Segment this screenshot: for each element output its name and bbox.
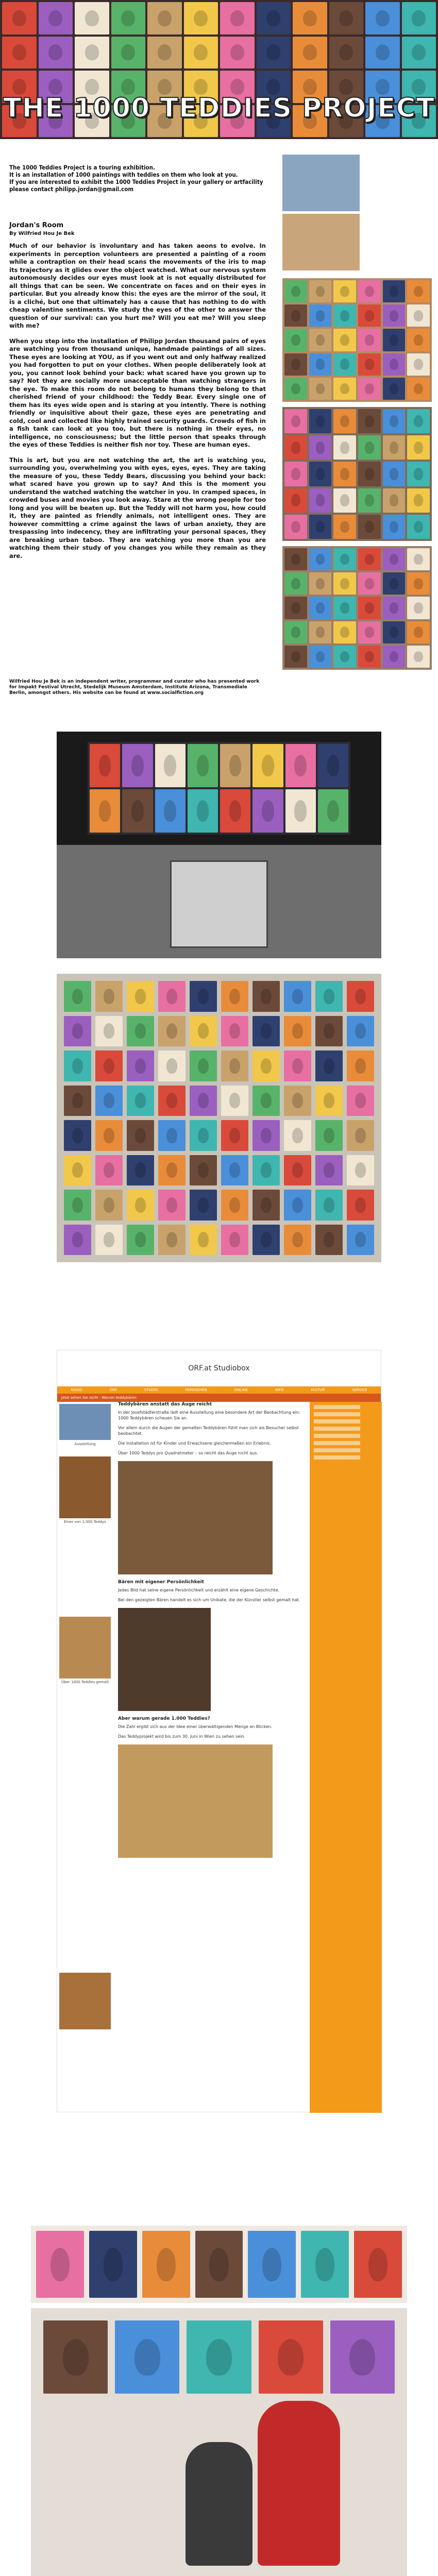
teddy-painting xyxy=(333,329,356,351)
teddy-painting xyxy=(333,515,356,539)
article-paragraph: This is art, but you are not watching the art, the art is watching you, surrounding you, overwhelming you with eyes, eyes, eyes. They are taking the measure of you, these Teddy Bears, discussing you behind your back: what scared have you grown up to say? And this is the moment you understand the watched watching the watcher in you. In cramped spaces, in crowded buses and movies you look away. Stare at the wrong people for too long and you will be beaten up. But the Teddy will not harm you, how could it, they are painted as friendly animals, not intelligent ones. They are however committing a crime against the laws of urban anxiety, they are trespassing into indecency, they are infiltrating your personal spaces, they are breaking urban taboo. They are watching you more than you are watching them their study of you changes you while they remain as they are. xyxy=(9,456,266,560)
orf-paragraph: Vor allem durch die Augen der gemalten Teddybären fühlt man sich als Besucher selbst beobachtet. xyxy=(118,1426,299,1436)
teddy-painting xyxy=(333,353,356,376)
teddy-painting xyxy=(407,515,430,539)
orf-nav-item[interactable]: ONLINE xyxy=(234,1388,248,1392)
teddy-painting xyxy=(64,981,91,1012)
teddy-painting xyxy=(95,981,123,1012)
teddy-painting xyxy=(333,646,356,668)
teddy-painting xyxy=(347,1225,374,1256)
orf-section-title: Bären mit eigener Persönlichkeit xyxy=(118,1580,204,1585)
teddy-painting xyxy=(284,1155,311,1186)
orf-nav-item[interactable]: KULTUR xyxy=(311,1388,325,1392)
teddy-painting xyxy=(220,789,250,833)
teddy-painting xyxy=(330,2320,395,2394)
teddy-painting xyxy=(252,1016,280,1047)
teddy-painting xyxy=(142,2231,190,2298)
gallery-photo-2 xyxy=(282,407,432,541)
teddy-painting xyxy=(147,2,182,35)
teddy-painting xyxy=(122,744,153,787)
teddy-painting xyxy=(221,1086,248,1116)
orf-article-screenshot xyxy=(57,1350,381,2112)
teddy-painting xyxy=(2,37,37,69)
teddy-painting xyxy=(383,488,406,513)
teddy-painting xyxy=(347,1086,374,1116)
teddy-painting xyxy=(284,462,307,486)
teddy-painting xyxy=(284,488,307,513)
teddy-painting xyxy=(402,37,436,69)
teddy-painting xyxy=(333,435,356,460)
teddy-painting xyxy=(358,435,381,460)
teddy-painting xyxy=(284,1050,311,1081)
teddy-painting xyxy=(127,1155,154,1186)
teddy-painting xyxy=(347,1050,374,1081)
orf-artist-photo xyxy=(118,1608,211,1711)
teddy-painting xyxy=(64,1190,91,1221)
teddy-painting xyxy=(407,488,430,513)
teddy-painting xyxy=(158,1050,186,1081)
teddy-painting xyxy=(407,304,430,327)
teddy-painting xyxy=(64,1050,91,1081)
teddy-painting xyxy=(383,548,406,570)
teddy-painting xyxy=(333,378,356,400)
teddy-painting xyxy=(190,1120,217,1151)
teddy-painting xyxy=(383,304,406,327)
teddy-painting xyxy=(354,2231,402,2298)
teddy-painting xyxy=(315,1120,343,1151)
teddy-painting xyxy=(36,2231,84,2298)
teddy-painting xyxy=(309,409,332,433)
teddy-painting xyxy=(407,378,430,400)
teddy-painting xyxy=(358,409,381,433)
article-body xyxy=(9,242,266,567)
teddy-painting xyxy=(111,2,146,35)
orf-caption: Ausstellung xyxy=(74,1442,96,1446)
teddy-painting xyxy=(252,981,280,1012)
teddy-painting xyxy=(383,621,406,643)
teddy-painting xyxy=(252,1225,280,1256)
teddy-painting xyxy=(122,789,153,833)
teddy-painting xyxy=(127,1190,154,1221)
teddy-painting xyxy=(95,1050,123,1081)
teddy-painting xyxy=(309,304,332,327)
teddy-painting xyxy=(155,789,186,833)
teddy-painting xyxy=(358,572,381,595)
teddy-painting xyxy=(111,37,146,69)
teddy-painting xyxy=(190,1190,217,1221)
teddy-painting xyxy=(329,37,364,69)
teddy-painting xyxy=(333,304,356,327)
orf-thumb xyxy=(59,1404,111,1440)
teddy-painting xyxy=(301,2231,349,2298)
teddy-painting xyxy=(127,1120,154,1151)
teddy-painting xyxy=(309,646,332,668)
exhibition-entrance-photo xyxy=(57,732,381,958)
teddy-painting xyxy=(358,353,381,376)
teddy-painting xyxy=(188,789,218,833)
teddy-painting xyxy=(95,1190,123,1221)
teddy-painting xyxy=(358,515,381,539)
orf-article-title: Teddybären anstatt das Auge reicht xyxy=(118,1402,212,1407)
teddy-painting xyxy=(309,621,332,643)
teddy-painting xyxy=(221,1225,248,1256)
teddy-painting xyxy=(315,1016,343,1047)
teddy-painting xyxy=(309,515,332,539)
teddy-painting xyxy=(407,572,430,595)
artist-photo xyxy=(31,2308,407,2576)
teddy-painting xyxy=(90,789,120,833)
teddy-painting xyxy=(407,646,430,668)
teddy-painting xyxy=(365,2,400,35)
teddy-painting xyxy=(383,280,406,302)
teddy-painting xyxy=(309,353,332,376)
teddy-painting xyxy=(315,1155,343,1186)
teddy-painting xyxy=(284,435,307,460)
teddy-painting xyxy=(64,1120,91,1151)
teddy-painting xyxy=(147,37,182,69)
intro-line: please contact philipp.jordan@gmail.com xyxy=(9,185,134,193)
teddy-painting xyxy=(252,1086,280,1116)
teddy-painting xyxy=(284,572,307,595)
teddy-painting xyxy=(64,1225,91,1256)
teddy-painting xyxy=(383,572,406,595)
teddy-painting xyxy=(95,1225,123,1256)
teddy-painting xyxy=(383,462,406,486)
teddy-painting xyxy=(284,1190,311,1221)
teddy-painting xyxy=(333,488,356,513)
teddy-painting xyxy=(407,329,430,351)
teddy-painting xyxy=(195,2231,243,2298)
teddy-painting xyxy=(285,789,316,833)
article-byline: By Wilfried Hou Je Bek xyxy=(9,231,75,236)
teddy-painting xyxy=(284,378,307,400)
teddy-painting xyxy=(284,329,307,351)
teddy-painting xyxy=(257,37,291,69)
teddy-painting xyxy=(358,280,381,302)
teddy-painting xyxy=(184,2,218,35)
teddy-painting xyxy=(252,1155,280,1186)
orf-caption: Über 1000 Teddies gemalt xyxy=(61,1680,109,1684)
teddy-painting xyxy=(309,572,332,595)
teddy-painting xyxy=(347,1120,374,1151)
teddy-painting xyxy=(184,37,218,69)
teddy-painting xyxy=(315,1086,343,1116)
teddy-painting xyxy=(284,1016,311,1047)
teddy-painting xyxy=(158,1086,186,1116)
teddy-painting xyxy=(284,548,307,570)
teddy-painting xyxy=(284,621,307,643)
teddy-painting xyxy=(158,1120,186,1151)
article-paragraph: When you step into the installation of Philipp Jordan thousand pairs of eyes are watching you from thousand unique, handmade paintings of all sizes. These eyes are looking at YOU, as if you went out and only halfway realized you had forgotten to put on your clothes. When people deliberately look at you, you cannot look behind your back: what scared have you grown up to say? Not they are socially more unacceptable than watching strangers in the eye. To make this room do not belong to humans they belong to that cherished friend of your childhood: the Teddy Bear. Every single one of them has its eyes wide open and is staring at you intently. There is nothing friendly or inquisitive about their gaze, these eyes are penetrating and cold, cool and collected like highly trained security guards. Crowds of fish in a fish tank can look at you too, but there is nothing in their eyes, no intelligence, no consciousness; but the little person that speaks through the eyes of these Teddies is neither fish nor toy. These are human eyes. xyxy=(9,337,266,448)
orf-thumb xyxy=(59,1973,111,2029)
gallery-wall-photo xyxy=(57,974,381,1262)
teddy-painting xyxy=(39,37,73,69)
teddy-painting xyxy=(95,1016,123,1047)
teddy-painting xyxy=(358,488,381,513)
teddy-painting xyxy=(383,515,406,539)
article-paragraph: Much of our behavior is involuntary and has taken aeons to evolve. In experiments in perception volunteers are presented a painting of a room while a contraption on their head scans the movements of the iris to map its trajectory as it glides over the object watched. What our nervous system autonomously decides our eyes must look at is not equally distributed for all things that can be seen. We concentrate on faces and on their eyes in particular. But you already know this: the eyes are the mirror of the soul, it is a cliché, but one that ultimately has a cause that has nothing to do with cheap valentine sentiments. We study the eyes of the other to answer the question of our survival: can you hurt me? Will you eat me? Will you sleep with me? xyxy=(9,242,266,329)
teddy-painting xyxy=(407,435,430,460)
teddy-painting xyxy=(383,435,406,460)
teddy-painting xyxy=(220,2,255,35)
teddy-painting xyxy=(221,981,248,1012)
teddy-painting xyxy=(407,597,430,619)
teddy-painting xyxy=(309,488,332,513)
teddy-painting xyxy=(221,1190,248,1221)
orf-nav-item[interactable]: SERVICE xyxy=(352,1388,367,1392)
teddy-painting xyxy=(158,1225,186,1256)
orf-caption: Einer von 1.000 Teddys xyxy=(64,1520,106,1524)
teddy-painting xyxy=(284,304,307,327)
teddy-painting xyxy=(407,353,430,376)
orf-nav-item[interactable]: RADIO xyxy=(71,1388,82,1392)
teddy-painting xyxy=(252,744,283,787)
teddy-painting xyxy=(383,329,406,351)
teddy-photo-2 xyxy=(282,214,360,270)
orf-nav xyxy=(57,1386,381,1394)
teddy-painting xyxy=(358,621,381,643)
teddy-painting xyxy=(284,1225,311,1256)
teddy-painting xyxy=(358,548,381,570)
teddy-painting xyxy=(187,2320,251,2394)
teddy-painting xyxy=(358,329,381,351)
teddy-painting xyxy=(284,1086,311,1116)
teddy-painting xyxy=(127,981,154,1012)
article-title: Jordan's Room xyxy=(9,222,64,229)
teddy-painting xyxy=(318,789,348,833)
teddy-painting xyxy=(407,409,430,433)
teddy-painting xyxy=(285,744,316,787)
teddy-painting xyxy=(221,1016,248,1047)
teddy-painting xyxy=(383,378,406,400)
teddy-painting xyxy=(190,1086,217,1116)
teddy-painting xyxy=(75,37,109,69)
teddy-painting xyxy=(252,1190,280,1221)
teddy-painting xyxy=(284,409,307,433)
orf-left-column xyxy=(57,1402,113,2029)
orf-thumb xyxy=(59,1456,111,1518)
orf-paragraph: Die Zahl ergibt sich aus der Idee einer überwältigenden Menge an Blicken. xyxy=(118,1724,273,1729)
teddy-painting xyxy=(329,2,364,35)
page-title: THE 1000 TEDDIES PROJECT xyxy=(3,93,435,124)
orf-paragraph: Über 1000 Teddys pro Quadratmeter – so reicht das Auge nicht aus. xyxy=(118,1451,259,1455)
teddy-painting xyxy=(333,462,356,486)
teddy-painting xyxy=(358,378,381,400)
teddy-painting xyxy=(89,2231,137,2298)
orf-paragraph: Das Teddyprojekt wird bis zum 30. Juni in Wien zu sehen sein. xyxy=(118,1734,246,1739)
teddy-painting xyxy=(221,1120,248,1151)
teddy-painting xyxy=(64,1155,91,1186)
teddy-painting xyxy=(90,744,120,787)
orf-paragraph: In der Josefstädterstraße lädt eine Ausstellung eine besondere Art der Beobachtung ein: 1000 Teddybären schauen Sie an. xyxy=(118,1410,300,1420)
teddy-painting xyxy=(284,981,311,1012)
teddy-painting xyxy=(358,597,381,619)
teddy-painting xyxy=(318,744,348,787)
teddy-painting xyxy=(402,2,436,35)
orf-paragraph: Bei den gezeigten Bären handelt es sich um Unikate, die der Künstler selbst gemalt hat. xyxy=(118,1598,300,1602)
orf-sidebar xyxy=(310,1402,382,2113)
teddy-painting xyxy=(333,572,356,595)
teddy-painting xyxy=(220,744,250,787)
teddy-photo-1 xyxy=(282,155,360,211)
teddy-painting xyxy=(158,1155,186,1186)
teddy-painting xyxy=(309,548,332,570)
intro-text xyxy=(9,164,267,193)
teddy-painting xyxy=(220,37,255,69)
teddy-painting xyxy=(333,548,356,570)
intro-line: If you are interested to exhibit the 1000 Teddies Project in your gallery or artfacility xyxy=(9,178,263,185)
teddy-painting xyxy=(347,1155,374,1186)
orf-site-title: ORF.at Studiobox xyxy=(188,1364,250,1372)
teddy-painting xyxy=(64,1016,91,1047)
teddy-painting xyxy=(155,744,186,787)
teddy-painting xyxy=(95,1086,123,1116)
teddy-painting xyxy=(158,1016,186,1047)
teddy-painting xyxy=(127,1050,154,1081)
orf-nav-item[interactable]: STUDIO xyxy=(144,1388,158,1392)
teddy-painting xyxy=(158,1190,186,1221)
teddy-painting xyxy=(190,1050,217,1081)
teddy-painting xyxy=(309,462,332,486)
teddy-painting xyxy=(383,597,406,619)
teddy-painting xyxy=(190,1225,217,1256)
teddy-painting xyxy=(284,646,307,668)
teddy-painting xyxy=(309,280,332,302)
teddy-painting xyxy=(190,1155,217,1186)
gallery-photo-1 xyxy=(282,278,432,402)
intro-line: It is an installation of 1000 paintings with teddies on them who look at you. xyxy=(9,171,238,178)
orf-nav-item[interactable]: ORF xyxy=(109,1388,117,1392)
teddy-painting xyxy=(383,409,406,433)
intro-line: The 1000 Teddies Project is a touring exhibition. xyxy=(9,164,155,171)
teddy-painting xyxy=(248,2231,296,2298)
teddy-painting xyxy=(127,1016,154,1047)
teddy-painting xyxy=(252,789,283,833)
teddy-painting xyxy=(284,515,307,539)
teddy-painting xyxy=(252,1050,280,1081)
teddy-painting xyxy=(190,981,217,1012)
teddy-painting xyxy=(293,37,327,69)
teddy-painting xyxy=(309,378,332,400)
teddy-painting xyxy=(383,646,406,668)
teddy-painting xyxy=(284,597,307,619)
teddy-painting xyxy=(407,280,430,302)
teddy-painting xyxy=(95,1155,123,1186)
teddy-painting xyxy=(315,1190,343,1221)
teddy-painting xyxy=(309,329,332,351)
teddy-painting xyxy=(284,280,307,302)
gallery-photo-3 xyxy=(282,546,432,670)
orf-article-photo xyxy=(118,1744,273,1858)
teddy-painting xyxy=(347,981,374,1012)
teddy-painting xyxy=(383,353,406,376)
teddy-painting xyxy=(333,621,356,643)
teddy-painting xyxy=(347,1190,374,1221)
orf-article-photo xyxy=(118,1461,273,1574)
teddy-painting xyxy=(2,2,37,35)
teddy-painting xyxy=(39,2,73,35)
teddy-painting xyxy=(315,1050,343,1081)
teddy-painting xyxy=(358,462,381,486)
teddy-painting xyxy=(257,2,291,35)
teddy-painting xyxy=(407,462,430,486)
teddy-painting xyxy=(407,621,430,643)
teddy-painting xyxy=(127,1225,154,1256)
teddy-painting xyxy=(190,1016,217,1047)
teddy-painting xyxy=(252,1120,280,1151)
teddy-painting xyxy=(333,280,356,302)
teddy-painting xyxy=(43,2320,108,2394)
teddy-painting xyxy=(315,1225,343,1256)
teddy-painting xyxy=(221,1155,248,1186)
teddy-painting xyxy=(95,1120,123,1151)
teddies-strip-photo xyxy=(31,2226,407,2303)
teddy-painting xyxy=(407,548,430,570)
teddy-painting xyxy=(64,1086,91,1116)
teddy-painting xyxy=(315,981,343,1012)
teddy-painting xyxy=(309,435,332,460)
teddy-painting xyxy=(284,353,307,376)
orf-breadcrumb: Jetzt sehen Sie nicht - Warum teddybären xyxy=(57,1394,381,1402)
teddy-painting xyxy=(358,646,381,668)
teddy-painting xyxy=(75,2,109,35)
teddy-painting xyxy=(158,981,186,1012)
teddy-painting xyxy=(127,1086,154,1116)
orf-nav-item[interactable]: INFO xyxy=(275,1388,284,1392)
teddy-painting xyxy=(365,37,400,69)
teddy-painting xyxy=(293,2,327,35)
teddy-painting xyxy=(188,744,218,787)
teddy-painting xyxy=(309,597,332,619)
orf-main-column xyxy=(118,1402,304,1863)
teddy-painting xyxy=(358,304,381,327)
orf-nav-item[interactable]: FERNSEHEN xyxy=(185,1388,207,1392)
teddy-painting xyxy=(333,597,356,619)
orf-paragraph: Die Installation ist für Kinder und Erwachsene gleichermaßen ein Erlebnis. xyxy=(118,1441,272,1446)
teddy-painting xyxy=(333,409,356,433)
teddy-painting xyxy=(115,2320,179,2394)
teddy-painting xyxy=(221,1050,248,1081)
orf-section-title: Aber warum gerade 1.000 Teddies? xyxy=(118,1716,210,1721)
orf-thumb xyxy=(59,1617,111,1679)
teddy-painting xyxy=(284,1120,311,1151)
author-credit: Wilfried Hou Je Bek is an independent writer, programmer and curator who has presented work for Impakt Festival Utrecht, Stedelijk Museum Amsterdam, Institute Arizona, Transmediale Berlin, amongst others. His website can be found at www.socialfiction.org xyxy=(9,679,260,696)
teddy-painting xyxy=(347,1016,374,1047)
orf-paragraph: Jedes Bild hat seine eigene Persönlichkeit und erzählt eine eigene Geschichte. xyxy=(118,1588,280,1592)
teddy-painting xyxy=(259,2320,323,2394)
